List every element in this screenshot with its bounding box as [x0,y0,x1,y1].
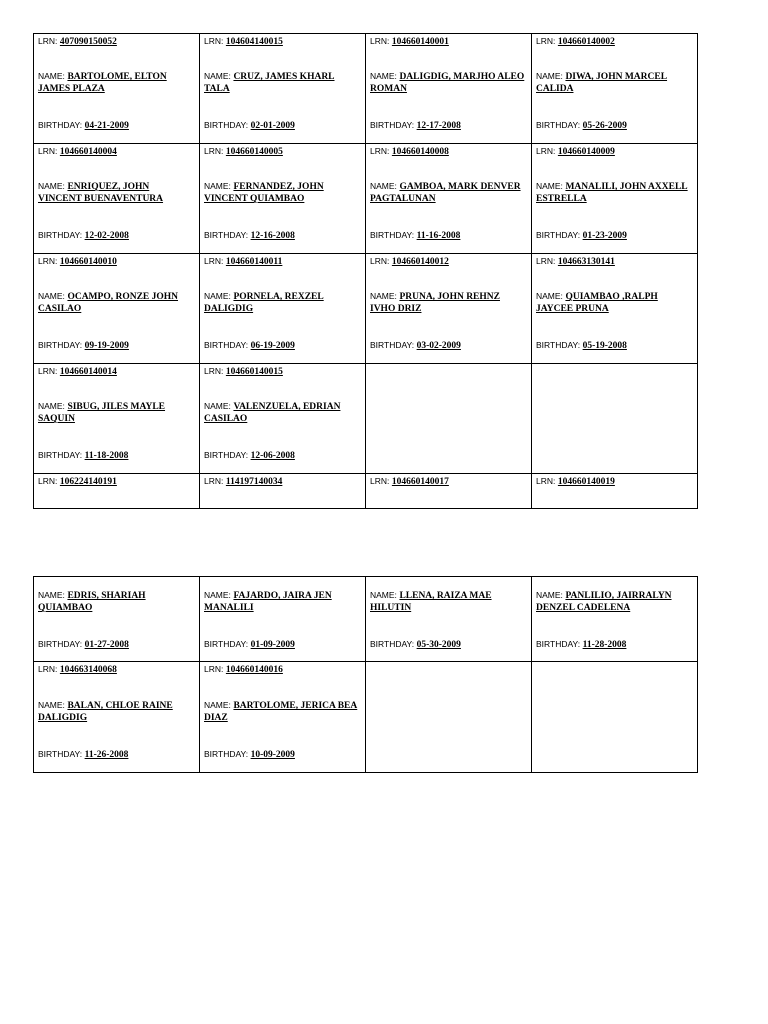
name-value: BALAN, CHLOE RAINE DALIGDIG [38,701,173,723]
student-card [200,364,366,474]
student-card [200,577,366,662]
birthday-label: BIRTHDAY: [370,230,415,240]
name-value: BARTOLOME, JERICA BEA DIAZ [204,701,358,723]
birthday-value: 12-16-2008 [250,231,295,241]
student-card [34,662,200,773]
lrn-label: LRN: [370,476,390,486]
birthday-value: 01-09-2009 [250,640,295,650]
birthday-label: BIRTHDAY: [536,230,581,240]
lrn-label: LRN: [38,664,58,674]
student-card [532,144,698,254]
lrn-label: LRN: [536,256,556,266]
lrn-label: LRN: [370,36,390,46]
birthday-value: 01-23-2009 [582,231,627,241]
birthday-value: 12-17-2008 [416,121,461,131]
lrn-label: LRN: [204,664,224,674]
lrn-value: 104604140015 [225,37,283,47]
empty-cell [366,364,532,474]
lrn-label: LRN: [204,476,224,486]
birthday-value: 04-21-2009 [84,121,129,131]
name-value: DIWA, JOHN MARCEL CALIDA [536,72,668,94]
name-value: FERNANDEZ, JOHN VINCENT QUIAMBAO [204,182,324,204]
student-card [366,34,532,144]
lrn-value: 104660140009 [557,147,615,157]
student-card [200,662,366,773]
name-value: EDRIS, SHARIAH QUIAMBAO [38,591,146,613]
birthday-value: 11-28-2008 [582,640,627,650]
lrn-label: LRN: [38,366,58,376]
birthday-label: BIRTHDAY: [204,450,249,460]
name-value: OCAMPO, RONZE JOHN CASILAO [38,292,179,314]
student-card [532,34,698,144]
lrn-label: LRN: [204,256,224,266]
birthday-label: BIRTHDAY: [204,340,249,350]
name-value: PRUNA, JOHN REHNZ IVHO DRIZ [370,292,500,314]
name-label: NAME: [204,71,231,81]
table-row [34,34,698,144]
birthday-value: 02-01-2009 [250,121,295,131]
lrn-value: 104660140015 [225,367,283,377]
lrn-label: LRN: [204,146,224,156]
student-card [34,254,200,364]
name-label: NAME: [38,71,65,81]
lrn-value: 104660140014 [59,367,117,377]
student-card [200,34,366,144]
lrn-label: LRN: [536,146,556,156]
lrn-value: 104660140010 [59,257,117,267]
birthday-label: BIRTHDAY: [38,230,83,240]
name-label: NAME: [204,590,231,600]
lrn-value: 104663130141 [557,257,615,267]
birthday-label: BIRTHDAY: [204,120,249,130]
lrn-value: 104660140004 [59,147,117,157]
lrn-label: LRN: [370,256,390,266]
student-card [366,254,532,364]
birthday-label: BIRTHDAY: [204,749,249,759]
lrn-value: 106224140191 [59,477,117,487]
student-card [532,577,698,662]
lrn-cell [200,474,366,509]
birthday-label: BIRTHDAY: [536,639,581,649]
name-value: PANLILIO, JAIRRALYN DENZEL CADELENA [536,591,672,613]
name-value: ENRIQUEZ, JOHN VINCENT BUENAVENTURA [38,182,164,204]
empty-cell [532,662,698,773]
birthday-label: BIRTHDAY: [38,749,83,759]
birthday-value: 11-26-2008 [84,750,129,760]
student-card [34,34,200,144]
name-value: GAMBOA, MARK DENVER PAGTALUNAN [370,182,521,204]
table-row [34,577,698,662]
birthday-label: BIRTHDAY: [370,340,415,350]
table-row [34,364,698,474]
lrn-cell [366,474,532,509]
birthday-value: 11-18-2008 [84,451,129,461]
name-value: MANALILI, JOHN AXXELL ESTRELLA [536,182,688,204]
birthday-label: BIRTHDAY: [38,450,83,460]
name-value: QUIAMBAO ,RALPH JAYCEE PRUNA [536,292,658,314]
student-card [200,254,366,364]
student-card [366,144,532,254]
name-label: NAME: [38,181,65,191]
birthday-value: 11-16-2008 [416,231,461,241]
name-value: LLENA, RAIZA MAE HILUTIN [370,591,492,613]
lrn-value: 104660140005 [225,147,283,157]
lrn-label: LRN: [38,146,58,156]
birthday-value: 06-19-2009 [250,341,295,351]
birthday-label: BIRTHDAY: [370,120,415,130]
student-card [34,364,200,474]
student-card [366,577,532,662]
name-label: NAME: [536,181,563,191]
lrn-value: 104660140011 [225,257,283,267]
birthday-value: 03-02-2009 [416,341,461,351]
student-card [34,577,200,662]
name-value: DALIGDIG, MARJHO ALEO ROMAN [370,72,525,94]
lrn-value: 104660140016 [225,665,283,675]
name-label: NAME: [204,401,231,411]
birthday-label: BIRTHDAY: [370,639,415,649]
table-row [34,144,698,254]
birthday-label: BIRTHDAY: [536,340,581,350]
lrn-label: LRN: [204,366,224,376]
name-label: NAME: [536,590,563,600]
birthday-value: 09-19-2009 [84,341,129,351]
table-row [34,254,698,364]
lrn-value: 104660140001 [391,37,449,47]
name-value: BARTOLOME, ELTON JAMES PLAZA [38,72,167,94]
name-label: NAME: [536,71,563,81]
birthday-label: BIRTHDAY: [38,340,83,350]
lrn-label: LRN: [38,256,58,266]
birthday-value: 05-26-2009 [582,121,627,131]
lrn-label: LRN: [38,476,58,486]
student-card [34,144,200,254]
birthday-value: 10-09-2009 [250,750,295,760]
name-label: NAME: [370,71,397,81]
birthday-value: 12-02-2008 [84,231,129,241]
name-label: NAME: [38,401,65,411]
name-value: VALENZUELA, EDRIAN CASILAO [204,402,341,424]
name-value: SIBUG, JILES MAYLE SAQUIN [38,402,166,424]
birthday-label: BIRTHDAY: [204,230,249,240]
name-label: NAME: [370,590,397,600]
birthday-value: 05-19-2008 [582,341,627,351]
birthday-label: BIRTHDAY: [38,120,83,130]
name-value: CRUZ, JAMES KHARL TALA [204,72,335,94]
lrn-label: LRN: [536,36,556,46]
name-label: NAME: [204,181,231,191]
birthday-value: 01-27-2008 [84,640,129,650]
lrn-value: 104660140019 [557,477,615,487]
name-value: PORNELA, REXZEL DALIGDIG [204,292,324,314]
empty-cell [532,364,698,474]
birthday-value: 05-30-2009 [416,640,461,650]
empty-cell [366,662,532,773]
lrn-value: 104660140002 [557,37,615,47]
lrn-cell [34,474,200,509]
name-label: NAME: [38,700,65,710]
birthday-label: BIRTHDAY: [204,639,249,649]
lrn-label: LRN: [38,36,58,46]
birthday-label: BIRTHDAY: [536,120,581,130]
birthday-value: 12-06-2008 [250,451,295,461]
lrn-value: 104660140008 [391,147,449,157]
birthday-label: BIRTHDAY: [38,639,83,649]
name-label: NAME: [536,291,563,301]
table-row [34,474,698,509]
lrn-value: 407090150052 [59,37,117,47]
lrn-value: 104660140017 [391,477,449,487]
lrn-cell [532,474,698,509]
lrn-value: 104663140068 [59,665,117,675]
lrn-value: 114197140034 [225,477,283,487]
name-label: NAME: [204,700,231,710]
lrn-value: 104660140012 [391,257,449,267]
table-row [34,662,698,773]
name-label: NAME: [204,291,231,301]
lrn-label: LRN: [204,36,224,46]
name-label: NAME: [370,291,397,301]
lrn-label: LRN: [370,146,390,156]
name-label: NAME: [38,291,65,301]
student-table-2 [33,576,698,773]
student-card [200,144,366,254]
student-table-1 [33,33,698,509]
name-value: FAJARDO, JAIRA JEN MANALILI [204,591,332,613]
name-label: NAME: [370,181,397,191]
lrn-label: LRN: [536,476,556,486]
student-card [532,254,698,364]
name-label: NAME: [38,590,65,600]
